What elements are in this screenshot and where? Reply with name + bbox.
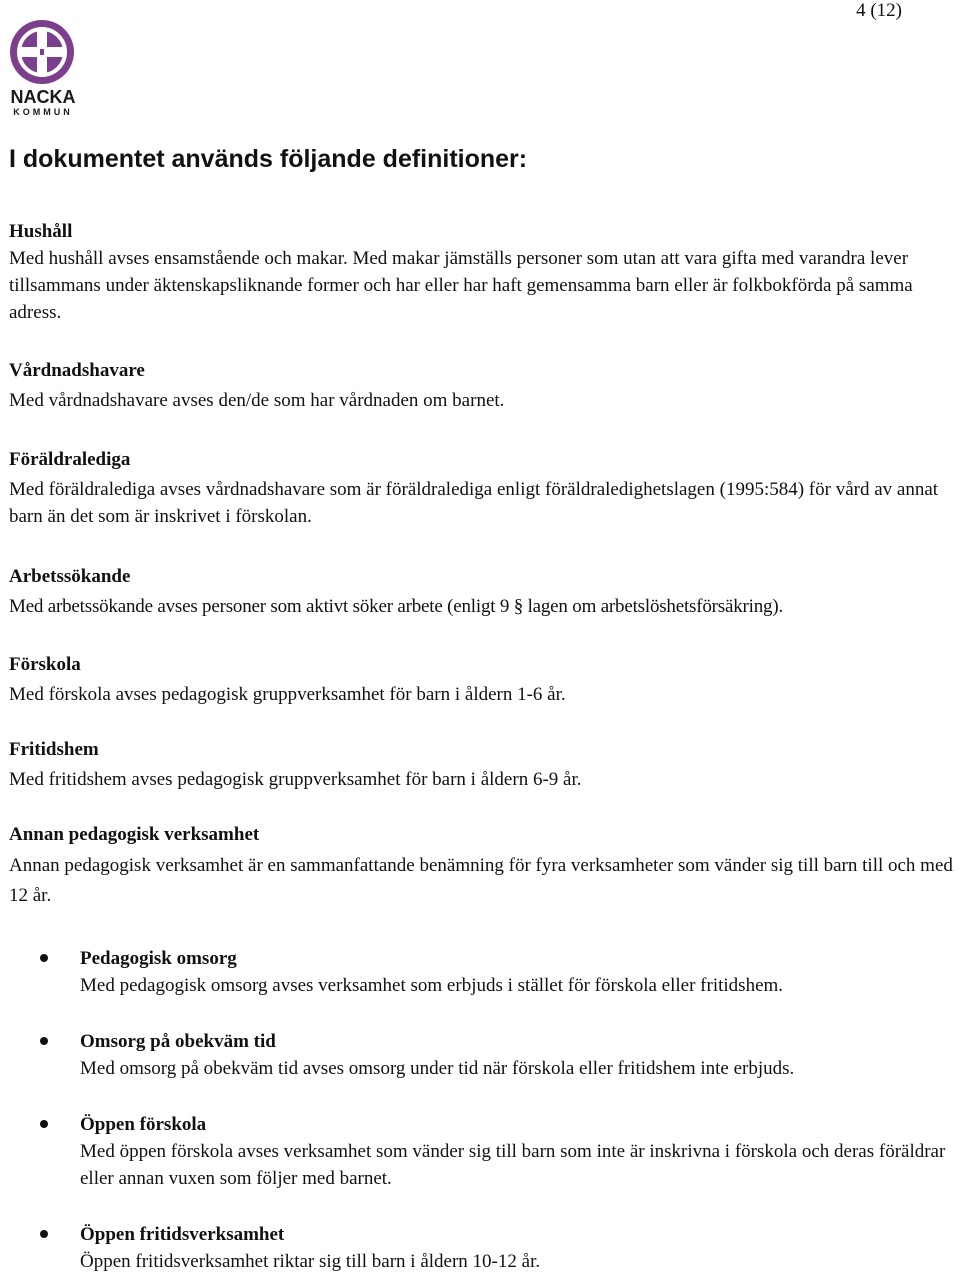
definition-description: Annan pedagogisk verksamhet är en sammanfattande benämning för fyra verksamheter som vänder sig till barn till och med 12 år. <box>9 855 953 906</box>
bullet-icon <box>40 1120 48 1128</box>
definition-description: Med hushåll avses ensamstående och makar. Med makar jämställs personer som utan att vara gifta med varandra lever tillsammans under äktenskapsliknande former och har eller har haft gemensamma barn eller är folkbokförda på samma adress. <box>9 248 913 323</box>
nacka-emblem-icon <box>7 19 79 87</box>
definition-fritidshem <box>9 736 959 793</box>
bullet-icon <box>40 1037 48 1045</box>
list-item-description: Med omsorg på obekväm tid avses omsorg under tid när förskola eller fritidshem inte erbjuds. <box>80 1058 795 1079</box>
definition-foraldralediga <box>9 446 959 530</box>
definition-description: Med vårdnadshavare avses den/de som har vårdnaden om barnet. <box>9 390 505 411</box>
bullet-list <box>9 945 959 1275</box>
definition-term: Hushåll <box>9 221 73 242</box>
list-item <box>9 945 959 999</box>
list-item-term: Omsorg på obekväm tid <box>80 1031 276 1052</box>
definition-annan-pedagogisk-verksamhet <box>9 821 959 911</box>
definition-term: Arbetssökande <box>9 566 131 587</box>
bullet-icon <box>40 954 48 962</box>
definition-term: Fritidshem <box>9 739 99 760</box>
list-item-description: Öppen fritidsverksamhet riktar sig till barn i åldern 10-12 år. <box>80 1251 541 1272</box>
definition-arbetssokande <box>9 563 959 620</box>
definition-term: Förskola <box>9 654 81 675</box>
definition-term: Vårdnadshavare <box>9 360 145 381</box>
list-item-term: Öppen förskola <box>80 1114 207 1135</box>
list-item <box>9 1111 959 1192</box>
list-item-term: Pedagogisk omsorg <box>80 948 237 969</box>
bullet-icon <box>40 1230 48 1238</box>
definition-vardnadshavare <box>9 357 959 414</box>
list-item-description: Med pedagogisk omsorg avses verksamhet som erbjuds i stället för förskola eller fritidshem. <box>80 975 784 996</box>
list-item-description: Med öppen förskola avses verksamhet som vänder sig till barn som inte är inskrivna i förskola och deras föräldrar eller annan vuxen som följer med barnet. <box>80 1141 946 1189</box>
definition-description: Med förskola avses pedagogisk gruppverksamhet för barn i åldern 1-6 år. <box>9 684 566 705</box>
definition-description: Med arbetssökande avses personer som aktivt söker arbete (enligt 9 § lagen om arbetslöshetsförsäkring). <box>9 596 784 617</box>
page-number: 4 (12) <box>856 0 902 21</box>
definition-hushall <box>9 218 959 326</box>
logo-name: NACKA <box>10 87 76 107</box>
list-item-term: Öppen fritidsverksamhet <box>80 1224 285 1245</box>
definition-description: Med föräldralediga avses vårdnadshavare som är föräldralediga enligt föräldraledighetslagen (1995:584) för vård av annat barn än det som är inskrivet i förskolan. <box>9 479 939 527</box>
definition-term: Föräldralediga <box>9 449 131 470</box>
logo-subtitle: KOMMUN <box>13 107 73 117</box>
page-title: I dokumentet används följande definitioner: <box>9 145 528 173</box>
definitions-content <box>9 218 959 1275</box>
definition-term: Annan pedagogisk verksamhet <box>9 824 260 845</box>
nacka-kommun-logo <box>7 19 79 117</box>
definition-forskola <box>9 651 959 708</box>
list-item <box>9 1028 959 1082</box>
definition-description: Med fritidshem avses pedagogisk gruppverksamhet för barn i åldern 6-9 år. <box>9 769 582 790</box>
list-item <box>9 1221 959 1275</box>
